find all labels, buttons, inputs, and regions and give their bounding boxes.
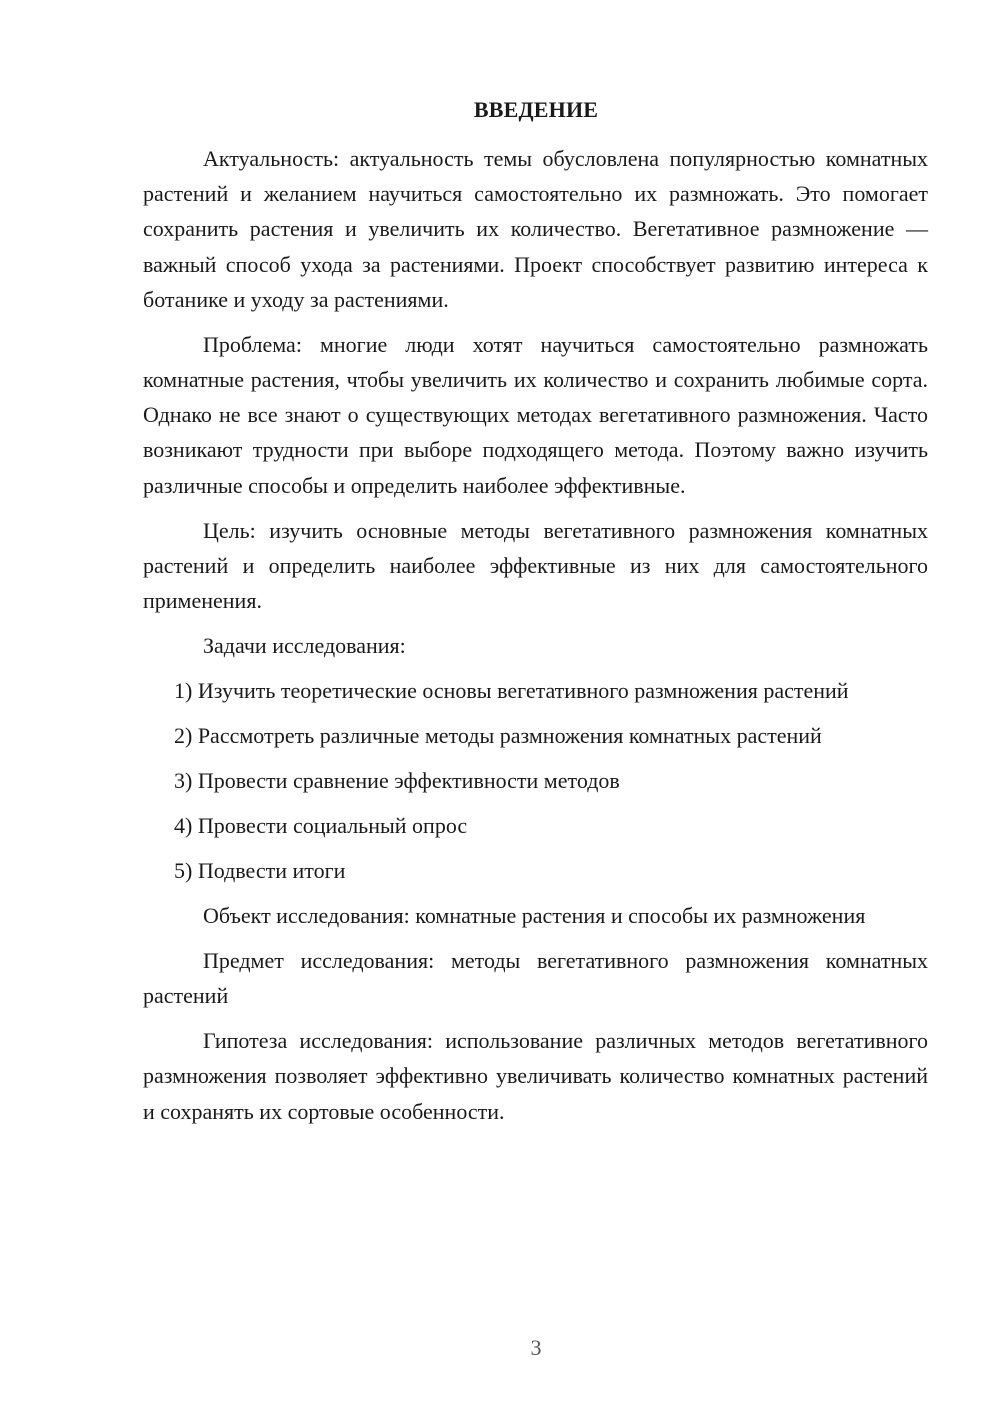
task-item: 5) Подвести итоги (174, 858, 346, 884)
document-body (143, 141, 928, 1139)
relevance-paragraph: Актуальность: актуальность темы обусловлена популярностью комнатных растений и желанием научиться самостоятельно их размножать. Это помогает сохранить растения и увеличить их количество. Вегетативное размножение — важный способ ухода за растениями. Проект способствует развитию интереса к ботанике и уходу за растениями. (143, 146, 928, 312)
section-title: ВВЕДЕНИЕ (473, 97, 599, 122)
task-item: 4) Провести социальный опрос (174, 813, 468, 839)
object-paragraph: Объект исследования: комнатные растения и способы их размножения (203, 903, 866, 929)
goal-paragraph: Цель: изучить основные методы вегетативного размножения комнатных растений и определить наиболее эффективные из них для самостоятельного применения. (143, 517, 928, 614)
task-item: 3) Провести сравнение эффективности методов (174, 768, 620, 794)
task-item: 1) Изучить теоретические основы вегетативного размножения растений (174, 678, 849, 704)
task-item: 2) Рассмотреть различные методы размножения комнатных растений (174, 723, 822, 749)
problem-paragraph: Проблема: многие люди хотят научиться самостоятельно размножать комнатные растения, чтобы увеличить их количество и сохранить любимые сорта. Однако не все знают о существующих методах вегетативного размножения. Часто возникают трудности при выборе подходящего метода. Поэтому важно изучить различные способы и определить наиболее эффективные. (143, 331, 928, 498)
tasks-heading: Задачи исследования: (203, 633, 406, 659)
subject-paragraph: Предмет исследования: методы вегетативного размножения комнатных растений (143, 948, 928, 1009)
page-number: 3 (530, 1335, 542, 1360)
hypothesis-paragraph: Гипотеза исследования: использование различных методов вегетативного размножения позволяет эффективно увеличивать количество комнатных растений и сохранять их сортовые особенности. (143, 1028, 928, 1124)
